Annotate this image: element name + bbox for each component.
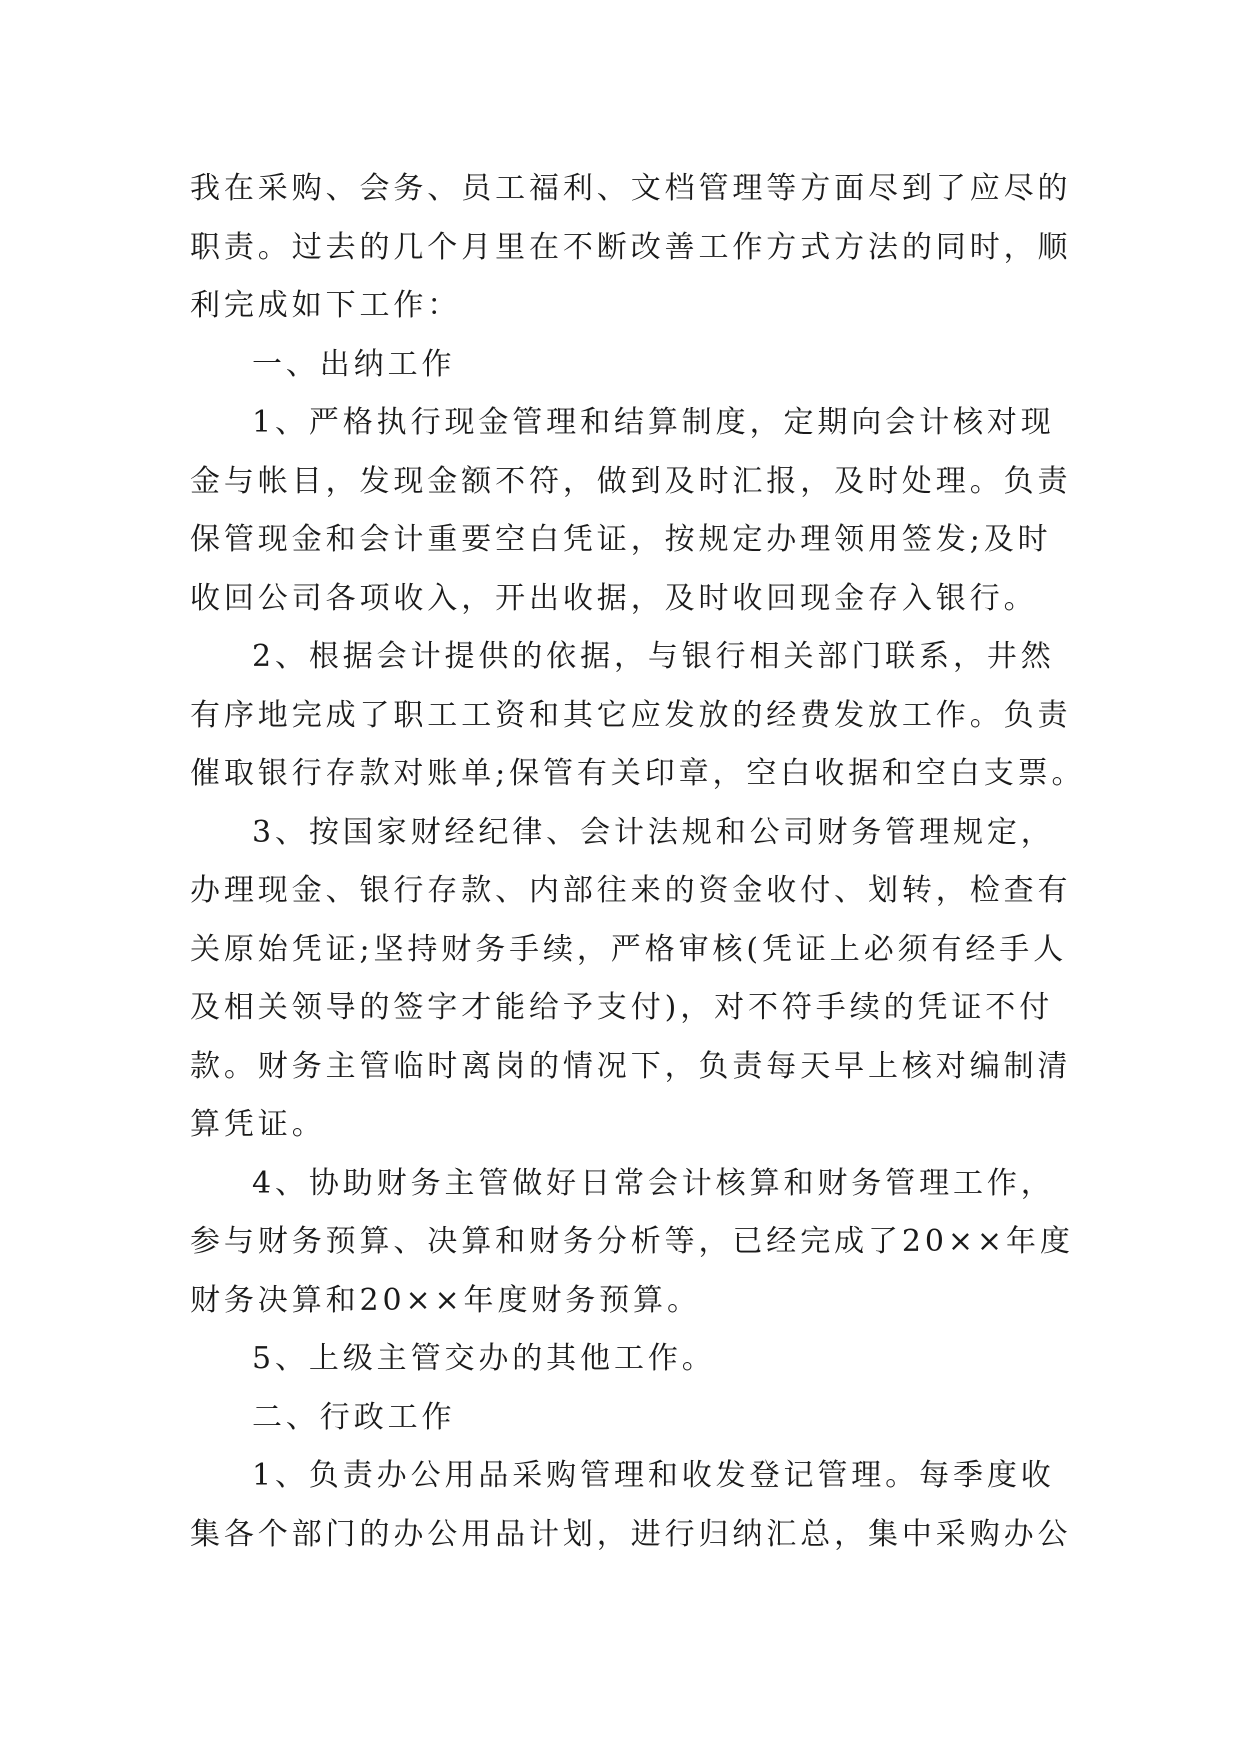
text-line: 1、严格执行现金管理和结算制度，定期向会计核对现 [252, 405, 1055, 440]
text-line: 我在采购、会务、员工福利、文档管理等方面尽到了应尽的 [190, 171, 1072, 206]
document-body [190, 160, 1086, 1564]
text-line: 算凭证。 [190, 1107, 326, 1142]
text-line: 职责。过去的几个月里在不断改善工作方式方法的同时，顺 [190, 229, 1072, 265]
text-line: 2、根据会计提供的依据，与银行相关部门联系，井然 [252, 639, 1055, 674]
text-line: 二、行政工作 [252, 1399, 456, 1435]
text-line: 5、上级主管交办的其他工作。 [252, 1341, 716, 1376]
text-line: 收回公司各项收入，开出收据，及时收回现金存入银行。 [190, 580, 1038, 616]
text-line: 财务决算和20××年度财务预算。 [190, 1282, 701, 1318]
text-line: 集各个部门的办公用品计划，进行归纳汇总，集中采购办公 [190, 1516, 1072, 1552]
text-line: 关原始凭证;坚持财务手续，严格审核(凭证上必须有经手人 [190, 931, 1068, 967]
text-line: 参与财务预算、决算和财务分析等，已经完成了20××年度 [190, 1224, 1074, 1259]
text-line: 有序地完成了职工工资和其它应发放的经费发放工作。负责 [190, 697, 1072, 733]
text-line: 款。财务主管临时离岗的情况下，负责每天早上核对编制清 [190, 1048, 1072, 1084]
text-line: 及相关领导的签字才能给予支付)，对不符手续的凭证不付 [190, 990, 1054, 1025]
text-line: 催取银行存款对账单;保管有关印章，空白收据和空白支票。 [190, 756, 1086, 791]
text-line: 3、按国家财经纪律、会计法规和公司财务管理规定， [252, 814, 1055, 850]
text-line: 1、负责办公用品采购管理和收发登记管理。每季度收 [252, 1458, 1055, 1493]
text-line: 一、出纳工作 [252, 346, 456, 382]
text-line: 金与帐目，发现金额不符，做到及时汇报，及时处理。负责 [190, 463, 1072, 499]
text-line: 保管现金和会计重要空白凭证，按规定办理领用签发;及时 [190, 522, 1052, 557]
text-line: 办理现金、银行存款、内部往来的资金收付、划转，检查有 [190, 873, 1072, 908]
text-line: 4、协助财务主管做好日常会计核算和财务管理工作， [252, 1165, 1055, 1201]
text-line: 利完成如下工作： [190, 288, 462, 323]
